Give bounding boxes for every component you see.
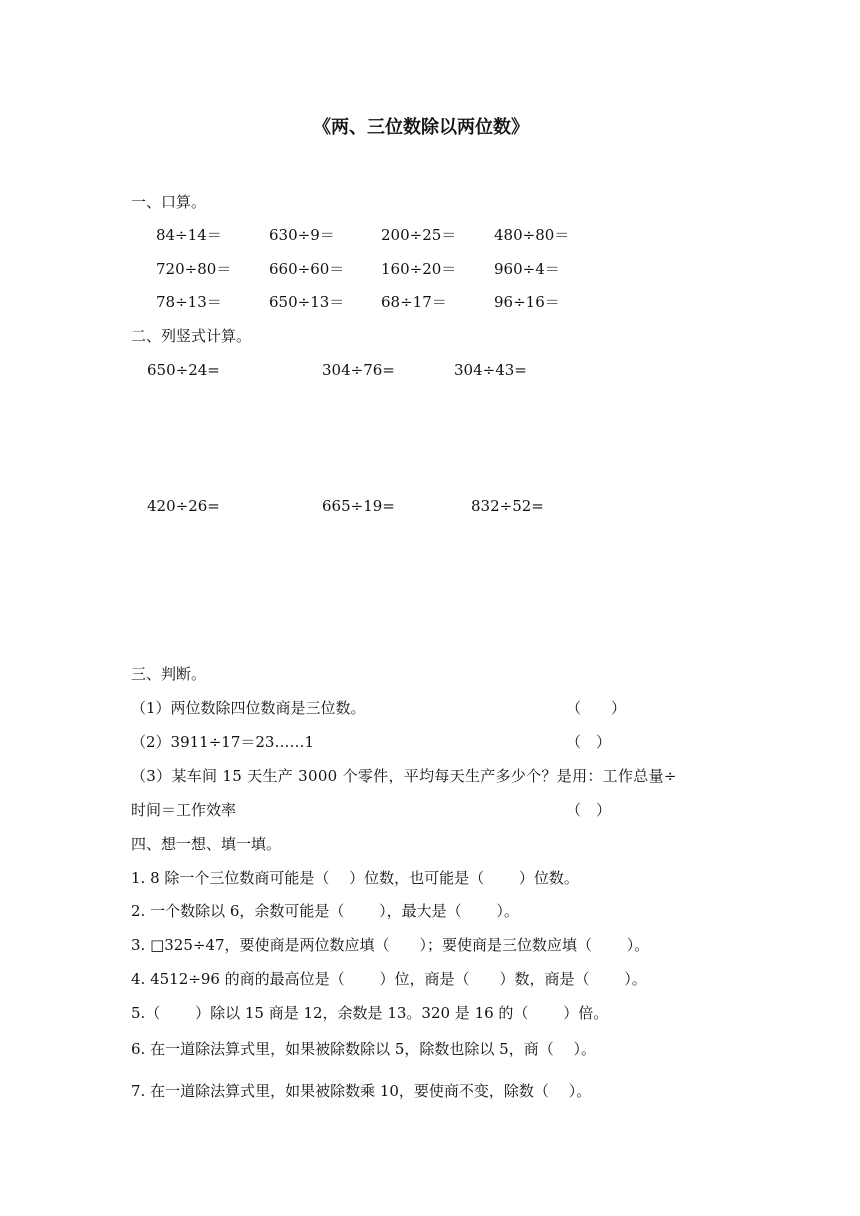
fill-item: 2. 一个数除以 6，余数可能是（ ），最大是（ ）。 (131, 902, 519, 920)
section-heading-judge: 三、判断。 (131, 665, 207, 683)
oral-problem: 96÷16＝ (494, 293, 560, 311)
fill-item: 1. 8 除一个三位数商可能是（ ）位数，也可能是（ ）位数。 (131, 869, 579, 887)
vertical-problem: 832÷52= (471, 497, 544, 515)
section-heading-fill: 四、想一想、填一填。 (131, 835, 282, 853)
vertical-problem: 650÷24= (147, 361, 220, 379)
oral-problem: 78÷13＝ (156, 293, 222, 311)
oral-problem: 720÷80＝ (156, 260, 232, 278)
vertical-problem: 304÷43= (454, 361, 527, 379)
oral-problem: 68÷17＝ (381, 293, 447, 311)
oral-problem: 650÷13＝ (269, 293, 345, 311)
oral-problem: 660÷60＝ (269, 260, 345, 278)
oral-problem: 480÷80＝ (494, 226, 570, 244)
oral-problem: 200÷25＝ (381, 226, 457, 244)
section-heading-vertical: 二、列竖式计算。 (131, 327, 252, 345)
oral-problem: 960÷4＝ (494, 260, 560, 278)
page-title: 《两、三位数除以两位数》 (313, 117, 529, 138)
answer-bracket: （ ） (566, 801, 612, 819)
fill-item: 3. □325÷47，要使商是两位数应填（ ）；要使商是三位数应填（ ）。 (131, 936, 650, 954)
fill-item: 6. 在一道除法算式里，如果被除数除以 5，除数也除以 5，商（ ）。 (131, 1040, 596, 1058)
answer-bracket: （ ） (566, 733, 612, 751)
fill-item: 5.（ ）除以 15 商是 12，余数是 13。320 是 16 的（ ）倍。 (131, 1004, 609, 1022)
judge-item: （2）3911÷17＝23……1 (131, 733, 315, 751)
judge-item-continuation: 时间＝工作效率 (131, 801, 237, 819)
judge-item: （3）某车间 15 天生产 3000 个零件，平均每天生产多少个？是用：工作总量÷ (131, 767, 677, 785)
vertical-problem: 420÷26= (147, 497, 220, 515)
fill-item: 4. 4512÷96 的商的最高位是（ ）位，商是（ ）数，商是（ ）。 (131, 970, 647, 988)
oral-problem: 630÷9＝ (269, 226, 335, 244)
vertical-problem: 304÷76= (322, 361, 395, 379)
judge-item: （1）两位数除四位数商是三位数。 (131, 699, 366, 717)
section-heading-oral: 一、口算。 (131, 193, 207, 211)
vertical-problem: 665÷19= (322, 497, 395, 515)
oral-problem: 84÷14＝ (156, 226, 222, 244)
fill-item: 7. 在一道除法算式里，如果被除数乘 10，要使商不变，除数（ ）。 (131, 1082, 592, 1100)
oral-problem: 160÷20＝ (381, 260, 457, 278)
answer-bracket: （ ） (566, 699, 627, 717)
